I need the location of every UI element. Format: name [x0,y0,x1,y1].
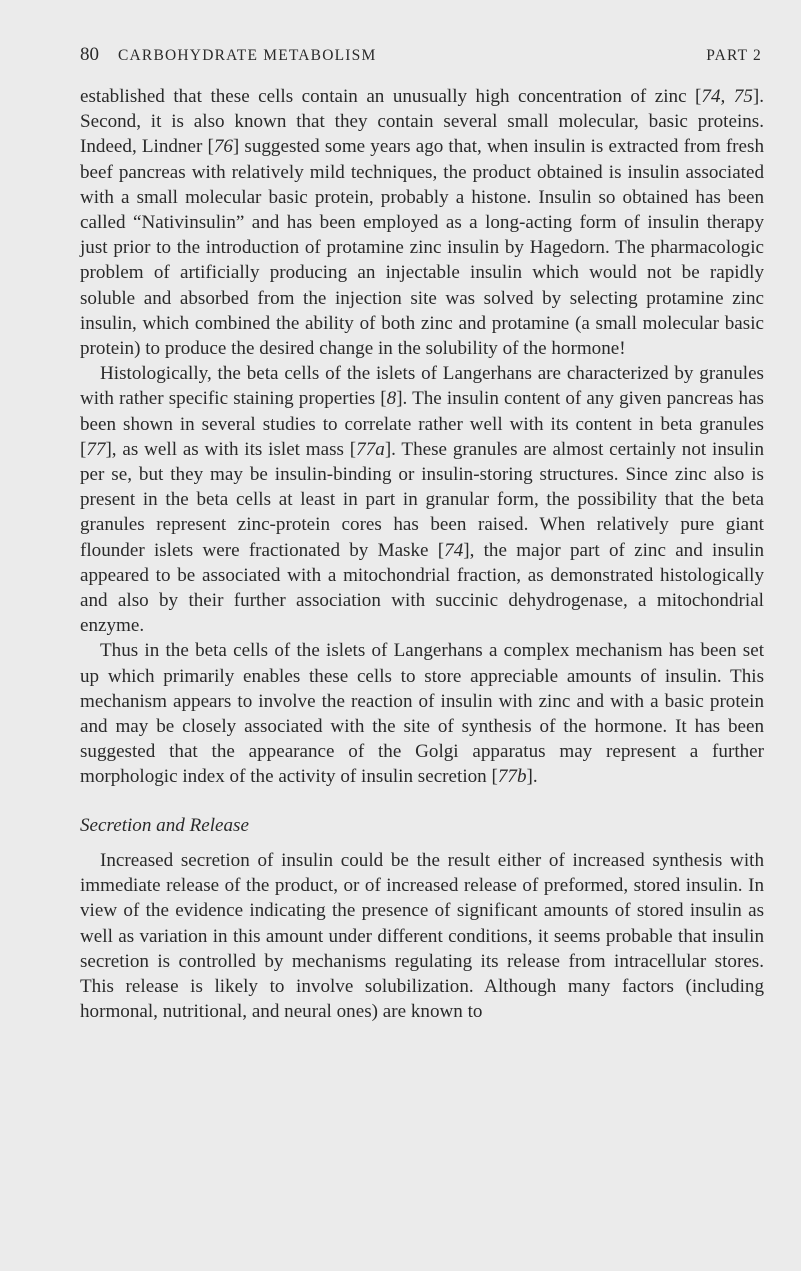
text-segment: Increased secretion of insulin could be the result either of increased synthesis with immediate release of the product, or of increased release of preformed, stored insulin. In view of the evidence indicating the presence of significant amounts of stored insulin as well as variation in this amount under different conditions, it seems probable that insulin secretion is controlled by mechanisms regulating its release from intracellular stores. This release is likely to involve solubilization. Although many factors (including hormonal, nutritional, and neural ones) are known to [80,849,764,1023]
part-label: PART 2 [706,47,762,64]
citation-ref: 74 [444,539,464,561]
text-segment: Thus in the beta cells of the islets of Langerhans a complex mechanism has been set up which primarily enables these cells to store appreciable amounts of insulin. This mechanism appears to involve the reaction of insulin with zinc and with a basic protein and may be closely associated with the site of synthesis of the hormone. It has been suggested that the appearance of the Golgi apparatus may represent a further morphologic index of the activity of insulin secretion [ [80,640,764,788]
paragraph-mechanism [80,638,764,789]
citation-ref: 77a [356,438,385,460]
spacer [80,838,764,848]
spacer [80,790,764,813]
text-segment: established that these cells contain an unusually high concentration of zinc [ [80,86,702,107]
citation-ref: 76 [213,136,233,158]
text-segment: ], as well as with its islet mass [ [105,438,357,460]
text-segment: ]. [526,766,538,788]
text-segment: ], the major part of zinc and insulin appeared to be associated with a mitochondrial fraction, as demonstrated histologically and also by their further association with succinic dehydrogenase, a mitochondrial enzyme. [80,539,765,637]
text-segment: ]. The insulin content of any given pancreas has been shown in several studies to correlate rather well with its content in beta granules [ [80,388,764,460]
paragraph-histology [80,361,764,638]
page-number: 80 [80,44,99,65]
text-segment: ] suggested some years ago that, when insulin is extracted from fresh beef pancreas with relatively mild techniques, the product obtained is insulin associated with a small molecular basic protein, probably a histone. Insulin so obtained has been called “Nativinsulin” and has been employed as a long-acting form of insulin therapy just prior to the introduction of protamine zinc insulin by Hagedorn. The pharmacologic problem of artificially producing an injectable insulin which would not be rapidly soluble and absorbed from the injection site was solved by selecting protamine zinc insulin, which combined the ability of both zinc and protamine (a small molecular basic protein) to produce the desired change in the solubility of the hormone! [80,136,764,360]
citation-ref: 77 [86,438,106,460]
body-text [80,84,764,1024]
running-header [80,42,762,68]
paragraph-secretion [80,848,764,1024]
citation-ref: 74, 75 [701,86,753,107]
citation-ref: 77b [497,766,527,788]
text-segment: ]. These granules are almost certainly not insulin per se, but they may be insulin-binding or insulin-storing structures. Since zinc also is present in the beta cells at least in part in granular form, the possibility that the beta granules represent zinc-protein cores has been raised. When relatively pure giant flounder islets were fractionated by Maske [ [80,438,764,561]
chapter-title: CARBOHYDRATE METABOLISM [118,47,377,64]
paragraph-zinc-proteins [80,84,764,361]
text-segment: ]. Second, it is also known that they contain several small molecular, basic proteins. Indeed, Lindner [ [80,86,765,158]
section-heading: Secretion and Release [80,814,249,836]
text-segment: Histologically, the beta cells of the islets of Langerhans are characterized by granules with rather specific staining properties [ [80,363,764,410]
citation-ref: 8 [386,388,397,410]
